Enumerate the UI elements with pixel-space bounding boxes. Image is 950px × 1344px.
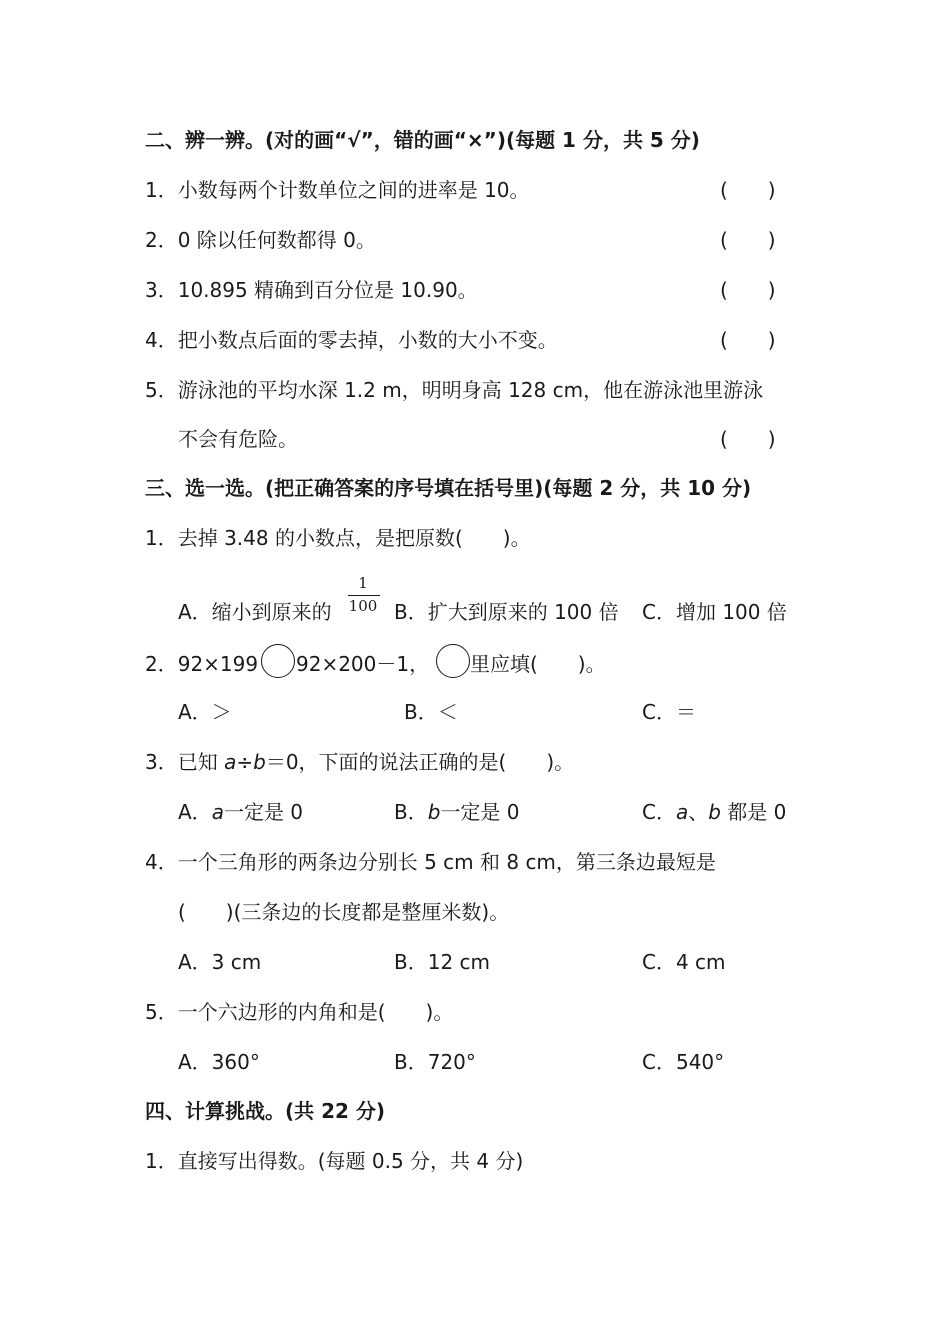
answer-paren-2[interactable]: ( ) xyxy=(720,228,776,252)
q3-c-pre: C． xyxy=(642,800,676,824)
choice-q5-stem: 5．一个六边形的内角和是( )。 xyxy=(145,1000,454,1024)
section3-title: 三、选一选。(把正确答案的序号填在括号里)(每题 2 分，共 10 分) xyxy=(145,476,752,500)
choice-q4-stem: 4．一个三角形的两条边分别长 5 cm 和 8 cm，第三条边最短是 xyxy=(145,850,716,874)
choice-q3-stem xyxy=(145,748,574,776)
fraction-denominator: 100 xyxy=(348,597,378,615)
choice-q1-stem: 1．去掉 3.48 的小数点，是把原数( )。 xyxy=(145,526,531,550)
q3-var-a: a xyxy=(224,750,237,774)
answer-paren-5[interactable]: ( ) xyxy=(720,427,776,451)
answer-paren-4[interactable]: ( ) xyxy=(720,328,776,352)
choice-q4-stem-cont: ( )(三条边的长度都是整厘米数)。 xyxy=(178,900,510,924)
q3-stem-post: ＝0，下面的说法正确的是( )。 xyxy=(265,750,575,774)
choice-q5-option-a: A．360° xyxy=(178,1050,260,1074)
q3-b-post: 一定是 0 xyxy=(440,800,520,824)
answer-paren-1[interactable]: ( ) xyxy=(720,178,776,202)
judge-item-5-cont: 不会有危险。 xyxy=(178,427,298,451)
section4-title: 四、计算挑战。(共 22 分) xyxy=(145,1099,386,1123)
fraction-numerator: 1 xyxy=(358,574,368,592)
q3-div: ÷ xyxy=(236,750,254,774)
judge-item-4: 4．把小数点后面的零去掉，小数的大小不变。 xyxy=(145,328,558,352)
q3-c-post: 都是 0 xyxy=(720,800,787,824)
choice-q1-option-b: B．扩大到原来的 100 倍 xyxy=(394,600,619,624)
q3-a-post: 一定是 0 xyxy=(223,800,304,824)
q3-var-b: b xyxy=(253,750,266,774)
judge-item-2: 2．0 除以任何数都得 0。 xyxy=(145,228,376,252)
q3-b-var: b xyxy=(427,800,441,824)
judge-item-1: 1．小数每两个计数单位之间的进率是 10。 xyxy=(145,178,530,202)
answer-paren-3[interactable]: ( ) xyxy=(720,278,776,302)
choice-q3-option-b xyxy=(394,798,520,826)
choice-q4-option-b: B．12 cm xyxy=(394,950,491,974)
choice-q1-option-a: A．缩小到原来的 xyxy=(178,600,332,624)
choice-q2-option-b: B．＜ xyxy=(404,700,458,724)
choice-q3-option-c xyxy=(642,798,786,826)
section4-sub1: 1．直接写出得数。(每题 0.5 分，共 4 分) xyxy=(145,1149,524,1173)
choice-q2-option-c: C．＝ xyxy=(642,700,696,724)
q3-stem-pre: 3．已知 xyxy=(145,750,225,774)
q3-a-pre: A． xyxy=(178,800,212,824)
judge-item-5: 5．游泳池的平均水深 1.2 m，明明身高 128 cm，他在游泳池里游泳 xyxy=(145,378,764,402)
choice-q2-stem-part2: 92×200－1， xyxy=(296,652,430,676)
choice-q2-stem-part1: 2．92×199 xyxy=(145,652,259,676)
compare-circle-ref-icon xyxy=(436,644,470,678)
section2-title: 二、辨一辨。(对的画“√”，错的画“×”)(每题 1 分，共 5 分) xyxy=(145,128,700,152)
q3-c-var-b: b xyxy=(708,800,721,824)
q3-c-var-a: a xyxy=(675,800,689,824)
choice-q4-option-c: C．4 cm xyxy=(642,950,726,974)
compare-circle-icon[interactable] xyxy=(261,644,295,678)
q3-b-pre: B． xyxy=(394,800,428,824)
choice-q3-option-a xyxy=(178,798,303,826)
choice-q1-option-c: C．增加 100 倍 xyxy=(642,600,787,624)
choice-q5-option-c: C．540° xyxy=(642,1050,725,1074)
choice-q2-option-a: A．＞ xyxy=(178,700,232,724)
q3-c-mid: 、 xyxy=(688,800,709,824)
q3-a-var: a xyxy=(211,800,224,824)
fraction-bar xyxy=(348,595,380,596)
choice-q4-option-a: A．3 cm xyxy=(178,950,262,974)
judge-item-3: 3．10.895 精确到百分位是 10.90。 xyxy=(145,278,478,302)
choice-q5-option-b: B．720° xyxy=(394,1050,476,1074)
choice-q2-stem-part3: 里应填( )。 xyxy=(470,652,606,676)
